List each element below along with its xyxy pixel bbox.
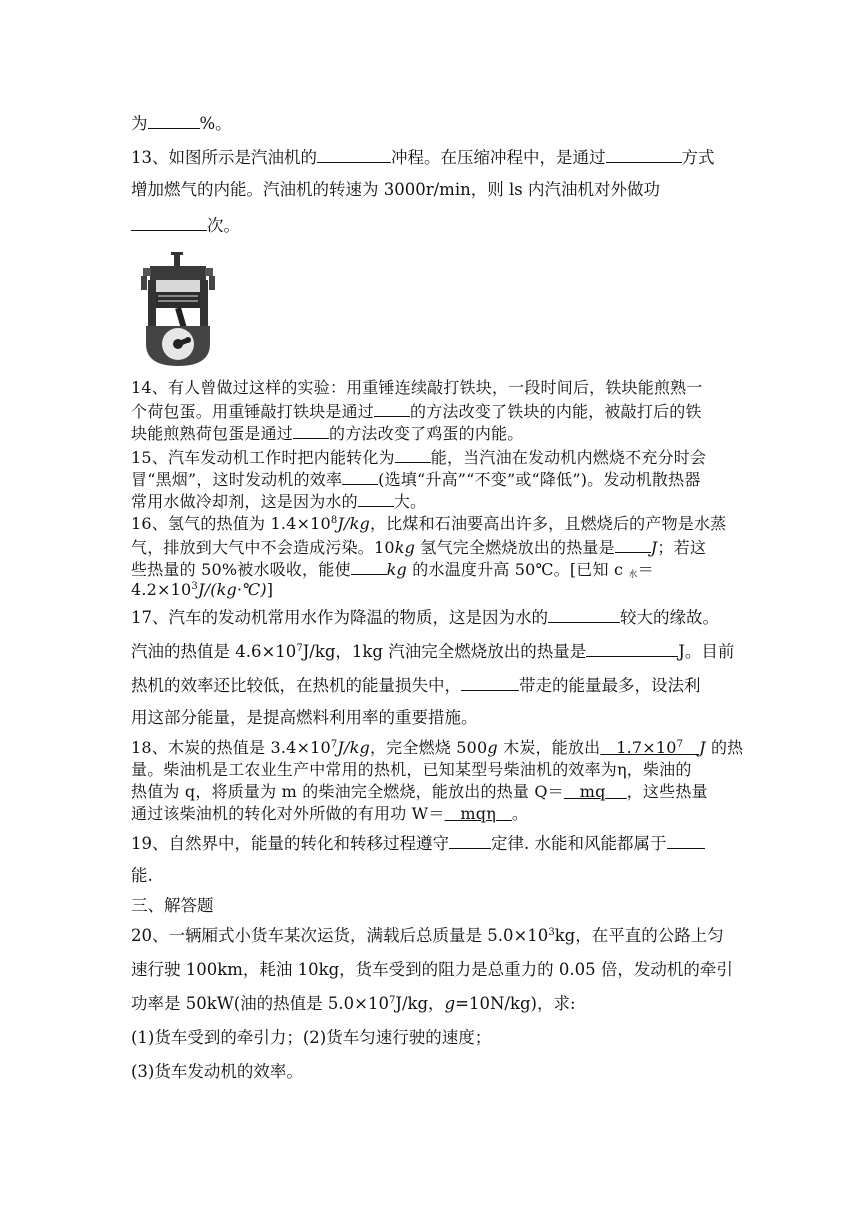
q18-text: ，这些热量: [626, 782, 708, 801]
q18-answer-text: 1.7×10: [616, 738, 677, 757]
q17-text: J/kg，1kg 汽油完全燃烧放出的热量是: [302, 642, 587, 661]
q16-heat-blank[interactable]: [615, 536, 651, 553]
q13-stroke-blank[interactable]: [317, 146, 391, 163]
q20-text: 功率是 50kW(油的热值是 5.0×10: [131, 994, 389, 1013]
q16-text: 的水温度升高 50℃。[已知 c: [407, 560, 629, 579]
q18-unit: g: [487, 738, 498, 757]
q18-heat-answer: [600, 738, 699, 757]
q19-line-2: [131, 866, 153, 886]
q15-line-1: [131, 446, 706, 468]
q19-text: 19、自然界中，能量的转化和转移过程遵守: [131, 834, 449, 853]
q15-text: 能，当汽油在发动机内燃烧不充分时会: [430, 448, 707, 467]
q19-law-blank[interactable]: [449, 832, 491, 849]
q20-text: J/kg，: [395, 994, 445, 1013]
q16-unit: J: [650, 538, 658, 557]
q20-exponent: 3: [548, 927, 555, 938]
q20-text: =10N/kg)，求:: [455, 994, 576, 1013]
q17-line-1: [131, 606, 719, 628]
q13-text: 增加燃气的内能。汽油机的转速为 3000r/min，则 ls 内汽油机对外做功: [131, 180, 660, 199]
q12-tail-line: [131, 112, 232, 134]
q17-line-3: [131, 674, 701, 696]
q15-text: 15、汽车发动机工作时把内能转化为: [131, 448, 395, 467]
q19-line-1: [131, 832, 705, 854]
q17-heat-blank[interactable]: [586, 640, 678, 657]
q16-exponent: 3: [191, 581, 198, 592]
q16-text: 些热量的 50%被水吸收，能使: [131, 560, 351, 579]
q19-text: 能.: [131, 866, 153, 885]
section-title: 三、解答题: [131, 896, 214, 915]
section-heading: [131, 896, 214, 916]
q20-line-5: [131, 1062, 303, 1082]
q12-text: %。: [199, 114, 232, 133]
q14-method-blank-2[interactable]: [293, 422, 329, 439]
q18-text: 通过该柴油机的转化对外所做的有用功 W＝: [131, 804, 445, 823]
q13-text: 次。: [207, 216, 240, 235]
q16-text: 16、氢气的热值为 1.4×10: [131, 514, 331, 533]
q18-text: 。: [511, 804, 529, 823]
q20-text: (3)货车发动机的效率。: [131, 1062, 303, 1081]
q18-w-answer: [445, 804, 512, 823]
q18-answer-text: mq: [579, 782, 606, 801]
q13-text: 方式: [681, 148, 715, 167]
q20-text: 速行驶 100km，耗油 10kg，货车受到的阻力是总重力的 0.05 倍，发动机的牵引: [131, 960, 733, 979]
q14-method-blank-1[interactable]: [374, 400, 410, 417]
q18-text: 热值为 q，将质量为 m 的柴油完全燃烧，能放出的热量 Q＝: [131, 782, 564, 801]
q13-method-blank[interactable]: [606, 146, 682, 163]
q20-text: 20、一辆厢式小货车某次运货，满载后总质量是 5.0×10: [131, 926, 549, 945]
q15-text: 大。: [393, 492, 427, 511]
q18-text: 的热: [705, 738, 744, 757]
q18-unit: J/kg: [337, 738, 370, 757]
q18-line-3: [131, 782, 708, 802]
q15-text: (选填“升高”“不变”或“降低”)。发动机散热器: [378, 470, 701, 489]
q13-count-blank[interactable]: [131, 214, 207, 231]
q14-line-3: [131, 422, 523, 444]
q14-text: 块能煎熟荷包蛋是通过: [131, 424, 294, 443]
q20-line-3: [131, 994, 576, 1014]
q13-line-3: [131, 214, 240, 236]
q16-text: ＝: [637, 560, 654, 579]
q14-text: 的方法改变了铁块的内能，被敲打后的铁: [410, 402, 702, 421]
q18-answer-text: mqη: [460, 804, 497, 823]
q20-line-2: [131, 960, 733, 980]
q17-line-4: [131, 708, 478, 728]
q15-property-blank[interactable]: [358, 490, 394, 507]
q18-line-2: [131, 760, 692, 780]
q14-line-1: [131, 378, 703, 398]
q16-unit: J/kg: [337, 514, 370, 533]
q16-mass-blank[interactable]: [351, 558, 387, 575]
q17-text: 较大的缘故。: [620, 608, 719, 627]
q17-exponent: 7: [296, 643, 303, 654]
q18-text: ，完全燃烧 500: [369, 738, 488, 757]
q17-text: 汽油的热值是 4.6×10: [131, 642, 297, 661]
q13-text: 冲程。在压缩冲程中，是通过: [391, 148, 606, 167]
q18-q-answer: [564, 782, 627, 801]
q17-text: 带走的能量最多，设法利: [519, 676, 701, 695]
q16-text: ]: [266, 580, 274, 599]
q15-efficiency-blank[interactable]: [342, 468, 378, 485]
q18-answer-exponent: 7: [676, 739, 684, 750]
q20-line-4: [131, 1028, 491, 1048]
q18-text: 18、木炭的热值是 3.4×10: [131, 738, 331, 757]
q20-symbol: g: [444, 994, 456, 1013]
q20-text: kg，在平直的公路上匀: [554, 926, 724, 945]
q19-energy-type-blank[interactable]: [667, 832, 705, 849]
q16-subscript: 水: [628, 570, 638, 580]
q13-line-2: [131, 180, 660, 200]
q14-text: 的方法改变了鸡蛋的内能。: [329, 424, 524, 443]
q16-text: 氢气完全燃烧放出的热量是: [415, 538, 615, 557]
q15-text: 冒“黑烟”，这时发动机的效率: [131, 470, 343, 489]
q19-text: 定律. 水能和风能都属于: [491, 834, 667, 853]
q15-text: 常用水做冷却剂，这是因为水的: [131, 492, 358, 511]
q13-text: 13、如图所示是汽油机的: [131, 148, 317, 167]
q16-line-1: [131, 514, 726, 534]
q16-unit: kg: [386, 560, 407, 579]
q17-property-blank[interactable]: [548, 606, 620, 623]
q15-line-2: [131, 468, 701, 490]
q18-unit: J: [699, 738, 706, 757]
q17-text: 热机的效率还比较低，在热机的能量损失中，: [131, 676, 461, 695]
q15-energy-blank[interactable]: [395, 446, 431, 463]
q16-text: ，比煤和石油要高出许多，且燃烧后的产物是水蒸: [369, 514, 727, 533]
q15-line-3: [131, 490, 426, 512]
q14-text: 个荷包蛋。用重锤敲打铁块是通过: [131, 402, 375, 421]
q14-line-2: [131, 400, 702, 422]
q16-text: ；若这: [657, 538, 707, 557]
q18-text: 量。柴油机是工农业生产中常用的热机，已知某型号柴油机的效率为η，柴油的: [131, 760, 692, 779]
q20-line-1: [131, 926, 724, 946]
q18-text: 木炭，能放出: [497, 738, 601, 757]
gasoline-engine-cylinder-diagram-icon: [138, 252, 218, 368]
q20-exponent: 7: [388, 995, 396, 1006]
q20-text: (1)货车受到的牵引力；(2)货车匀速行驶的速度；: [131, 1028, 492, 1047]
q16-text: 气，排放到大气中不会造成污染。10: [131, 538, 395, 557]
q16-exponent: 8: [330, 515, 338, 526]
q17-loss-blank[interactable]: [461, 674, 519, 691]
q18-line-4: [131, 804, 528, 824]
q17-text: 用这部分能量，是提高燃料利用率的重要措施。: [131, 708, 478, 727]
q17-text: 17、汽车的发动机常用水作为降温的物质，这是因为水的: [131, 608, 548, 627]
q13-line-1: [131, 146, 715, 168]
q12-text: 为: [131, 114, 148, 133]
q18-exponent: 7: [330, 739, 338, 750]
q17-text: J。目前: [678, 642, 735, 661]
q18-line-1: [131, 738, 743, 758]
q16-unit: J/(kg·℃): [197, 580, 267, 599]
q16-line-2: [131, 536, 706, 558]
q16-unit: kg: [394, 538, 416, 557]
q12-answer-blank[interactable]: [148, 112, 200, 129]
q16-line-3: [131, 558, 654, 580]
q17-line-2: [131, 640, 734, 662]
q16-text: 4.2×10: [131, 580, 192, 599]
q16-line-4: [131, 580, 273, 600]
q14-text: 14、有人曾做过这样的实验：用重锤连续敲打铁块，一段时间后，铁块能煎熟一: [131, 378, 703, 397]
